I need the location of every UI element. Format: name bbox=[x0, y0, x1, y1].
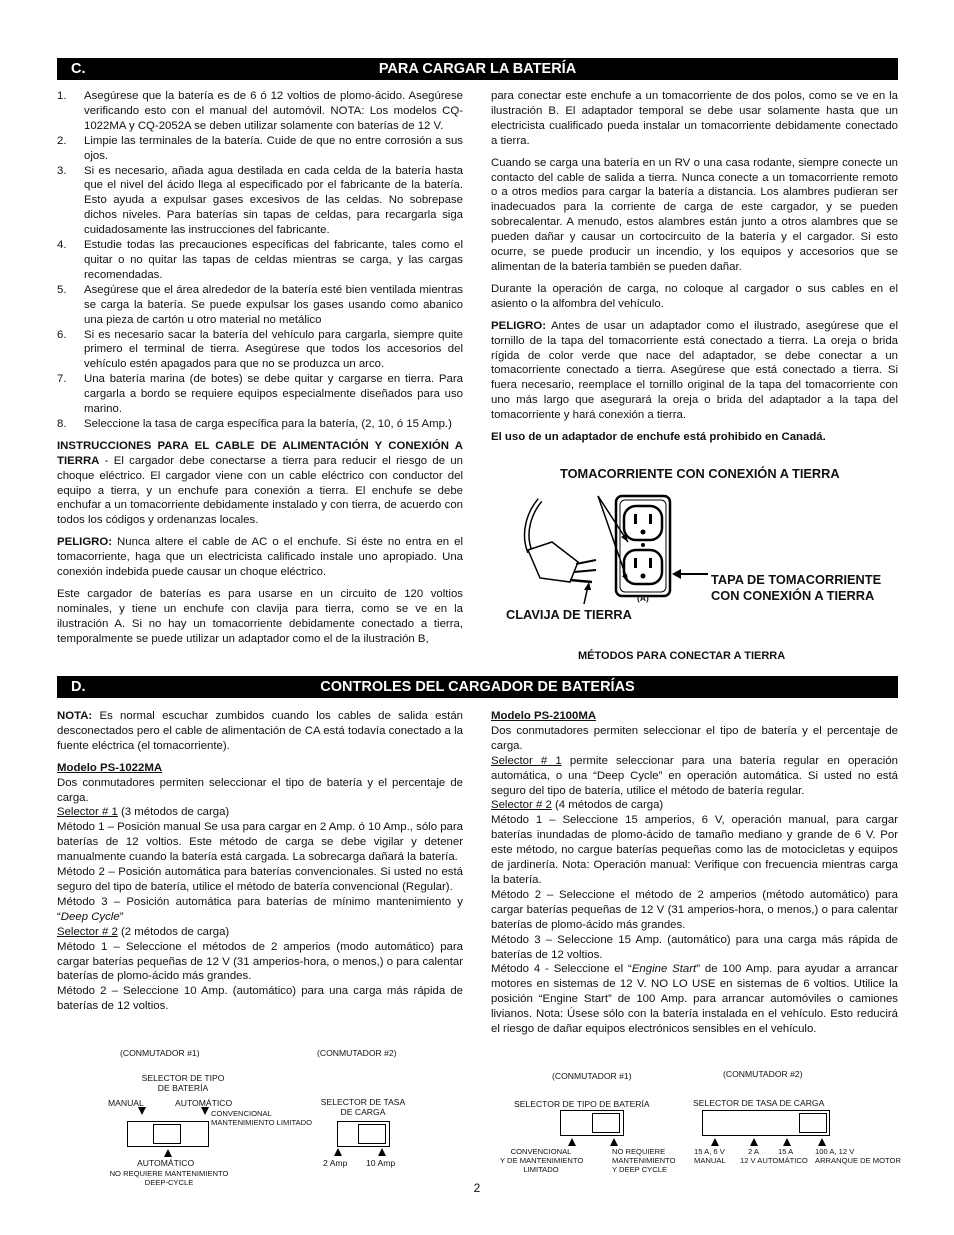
model-ps1022ma-title: Modelo PS-1022MA bbox=[57, 761, 163, 774]
ground-pin-label: CLAVIJA DE TIERRA bbox=[506, 607, 632, 622]
section-c-letter: C. bbox=[71, 61, 86, 77]
list-item: 8. Seleccione la tasa de carga específica para la batería, (2, 10, ó 15 Amp.) bbox=[57, 417, 452, 430]
switch-knob[interactable] bbox=[153, 1124, 181, 1144]
charge-rate-switch[interactable] bbox=[337, 1121, 390, 1147]
conventional-arrow-icon bbox=[568, 1138, 576, 1146]
deep-cycle-arrow-icon bbox=[610, 1138, 618, 1146]
automatic-bottom-arrow-icon bbox=[164, 1149, 172, 1157]
15a-6v-arrow-icon bbox=[711, 1138, 719, 1146]
section-c-title: PARA CARGAR LA BATERÍA bbox=[378, 61, 577, 77]
adapter-paragraph: para conectar este enchufe a un tomacorriente de dos polos, como se ve en la ilustración B. El adaptador temporal se debe usar solamente hasta que un electricista cualificado pueda instalar un tomacorriente debidamente conectado a tierra. bbox=[491, 90, 898, 147]
cable-instructions-paragraph: INSTRUCCIONES PARA EL CABLE DE ALIMENTACIÓN Y CONEXIÓN A TIERRA - El cargador debe conectarse a tierra para reducir el riesgo de un choque eléctrico. El cargador viene con un cable eléctrico con conductor del equipo a tierra, y un enchufe para conexión a tierra. El enchufe se debe enchufar a un tomacorriente debidamente instalado y con tierra, de acuerdo con todos los códigos y ordenanzas locales. bbox=[57, 439, 463, 527]
section-d-header bbox=[57, 676, 898, 698]
10amp-arrow-icon bbox=[378, 1148, 386, 1156]
canada-warning: El uso de un adaptador de enchufe está prohibido en Canadá. bbox=[491, 431, 826, 444]
seat-paragraph: Durante la operación de carga, no coloque al cargador o sus cables en el asiento o la alfombra del vehículo. bbox=[491, 282, 898, 310]
section-d-letter: D. bbox=[71, 679, 86, 695]
rv-paragraph: Cuando se carga una batería en un RV o una casa rodante, siempre conecte un contacto del cable de salida a tierra. Nunca conecte a un tomacorriente remoto o a otros medios para cargar la batería a distancia. Los alambres pudieran ser inadecuados para la corriente de carga de este cargador, y se pueden sobrecalentar. A menudo, estos alambres están junto a otros alambres que se pueden dañar y causar un cortocircuito de la batería y el cargador. Si esto ocurre, se puede producir un incendio, y los equipos y accesorios que se alimentan de la batería también se pueden dañar. bbox=[491, 156, 898, 273]
circuit-paragraph: Este cargador de baterías es para usarse en un circuito de 120 voltios nominales, y tiene un enchufe con clavija para tierra, como se ve en la ilustración A. Si no hay un tomacorriente debidamente conectado a tierra, temporalmente se puede utilizar un adaptador como el de la ilustración B, bbox=[57, 588, 463, 645]
15a-arrow-icon bbox=[783, 1138, 791, 1146]
model-ps1022ma-block: Modelo PS-1022MA Dos conmutadores permiten seleccionar el tipo de batería y el percentaje de carga. Selector # 1 (3 métodos de carga) Método 1 – Posición manual Se usa para cargar en 2 Amp. ó 10 Amp., sólo para baterías de 12 voltios. Este método de carga se debe vigilar y detener manualmente cuando la batería está cargada. La sobrecarga dañará la batería. Método 2 – Posición automática para baterías convencionales. Si usted no está seguro del tipo de batería, utilice el método de batería convencional (Regular). Método 3 – Posición automática para baterías de mínimo mantenimiento y “Deep Cycle” Selector # 2 (2 métodos de carga) Método 1 – Seleccione el métodos de 2 amperios (modo automático) para cargar baterías pequeñas de 12 V (31 amperios-hora, o menos,) o para calentar baterías de plomo-ácido más grandes. Método 2 – Seleccione 10 Amp. (automático) para una carga más rápida de baterías de 12 voltios. bbox=[57, 761, 463, 1013]
figure-a-label: (A) bbox=[637, 593, 649, 603]
model-ps2100ma-title: Modelo PS-2100MA bbox=[491, 710, 597, 722]
charging-steps-list bbox=[57, 89, 463, 432]
list-item: 3. Si es necesario, añada agua destilada en cada celda de la batería hasta que el nivel del ácido llega al especificado por el fabricante de la batería. Esto ayuda a expulsar gases excesivos de las celdas. No sobrepase dichos niveles. Para baterías sin tapas de celdas, para recargarla siga cuidadosamente las instrucciones del fabricante. bbox=[57, 164, 463, 237]
diagram-caption: MÉTODOS PARA CONECTAR A TIERRA bbox=[578, 650, 786, 662]
list-item: 2. Limpie las terminales de la batería. Cuide de que no entre corrosión a sus ojos. bbox=[57, 134, 463, 162]
outlet-label: TOMACORRIENTE CON CONEXIÓN A TIERRA bbox=[560, 466, 840, 481]
section-d-left-column bbox=[57, 709, 463, 1014]
2amp-arrow-icon bbox=[334, 1148, 342, 1156]
automatic-arrow-icon bbox=[201, 1107, 209, 1115]
page-number: 2 bbox=[473, 1181, 481, 1195]
switch-knob[interactable] bbox=[592, 1113, 620, 1133]
danger-paragraph-2: PELIGRO: Antes de usar un adaptador como el ilustrado, asegúrese que el tornillo de la tapa del tomacorriente está conectado a tierra. La oreja o brida rígida de color verde que nace del adaptador, se debe conectar a un tomacorriente conectado a tierra. Asegúrese que está conectado a tierra. Si fuera necesario, reemplace el tornillo original de la tapa del tomacorriente con uno más largo que asegurará la oreja o brida del adaptador a la tapa del tomacorriente y hará conexión a tierra. bbox=[491, 319, 898, 422]
manual-arrow-icon bbox=[138, 1107, 146, 1115]
section-d-title: CONTROLES DEL CARGADOR DE BATERÍAS bbox=[320, 679, 635, 695]
section-d-right-column bbox=[491, 709, 898, 1037]
section-c-header bbox=[57, 58, 898, 80]
cover-label: TAPA DE TOMACORRIENTE CON CONEXIÓN A TIERRA bbox=[711, 572, 882, 603]
list-item: 7. Una batería marina (de botes) se debe quitar y cargarse en tierra. Para cargarla a bordo se requiere equipos especialmente diseñados para uso marino. bbox=[57, 373, 463, 416]
section-c-left-column bbox=[57, 89, 463, 654]
model-ps2100ma-block: Modelo PS-2100MA Dos conmutadores permiten seleccionar el tipo de batería y el percentaje de carga. Selector # 1 permite seleccionar para una batería regular en operación automática, o una “Deep Cycle” en operación automática. Si usted no está seguro del tipo de batería, utilice el método de batería regular. Selector # 2 (4 métodos de carga) Método 1 – Seleccione 15 amperios, 6 V, operación manual, para cargar baterías inundadas de plomo-ácido de tamaño mediano y grande de 6 V. Por este método, no cargue baterías pequeñas como las de motocicletas y equipos de jardinería. Nota: Operación manual: Verifique con frecuencia mientras carga la batería. Método 2 – Seleccione el método de 2 amperios (método automático) para cargar baterías pequeñas de 12 V (31 amperios-hora, o menos,) o para calentar baterías de plomo-ácido más grandes. Método 3 – Seleccione 15 Amp. (automático) para una carga más rápida de baterías de 12 voltios. Método 4 - Seleccione el “Engine Start” de 100 Amp. para ayudar a arrancar motores en sistemas de 12 V. NO LO USE en sistemas de 6 voltios. Utilice la posición “Engine Start” de 100 Amp. para arrancar automóviles o camiones livianos. Nota: Úsese sólo con la batería instalada en el vehículo. Esto reducirá el riesgo de dañar equipos electrónicos sensibles en el vehículo. bbox=[491, 710, 899, 1036]
section-c-right-column bbox=[491, 89, 898, 452]
battery-type-switch[interactable] bbox=[560, 1110, 624, 1136]
list-item: 4. Estudie todas las precauciones específicas del fabricante, tales como el quitar o no quitar las tapas de celdas mientras se carga, y las cargas recomendadas. bbox=[57, 239, 463, 281]
100a-arrow-icon bbox=[818, 1138, 826, 1146]
2a-arrow-icon bbox=[750, 1138, 758, 1146]
list-item: 1. Asegúrese que la batería es de 6 ó 12 voltios de plomo-ácido. Asegúrese verificando esto con el manual del automóvil. NOTA: Los modelos CQ-1022MA y CQ-2052A se deben utilizar solamente con baterías de 12 V. bbox=[57, 90, 463, 132]
switch-knob[interactable] bbox=[799, 1113, 827, 1133]
list-item: 5. Asegúrese que el área alrededor de la batería esté bien ventilada mientras se carga la batería. Se puede expulsar los gases usando como abanico una pieza de cartón u otro material no metálico bbox=[57, 283, 463, 326]
battery-type-switch[interactable] bbox=[127, 1121, 209, 1147]
charge-rate-switch[interactable] bbox=[702, 1110, 830, 1136]
switch-knob[interactable] bbox=[358, 1124, 386, 1144]
grounding-outlet-diagram bbox=[500, 482, 720, 612]
note-paragraph: NOTA: Es normal escuchar zumbidos cuando los cables de salida están desconectados pero el cable de alimentación de CA está todavía conectado a la fuente eléctrica (el tomacorriente). bbox=[57, 710, 463, 752]
list-item: 6. Si es necesario sacar la batería del vehículo para cargarla, siempre quite primero el terminal de tierra. Asegúrese que todos los accesorios del vehículo estén apagados para que no se produzca un arco. bbox=[57, 328, 463, 371]
danger-paragraph-1: PELIGRO: Nunca altere el cable de AC o el enchufe. Si éste no entra en el tomacorriente, haga que un electricista calificado instale uno apropiado. Una conexión indebida puede causar un choque eléctrico. bbox=[57, 536, 463, 579]
